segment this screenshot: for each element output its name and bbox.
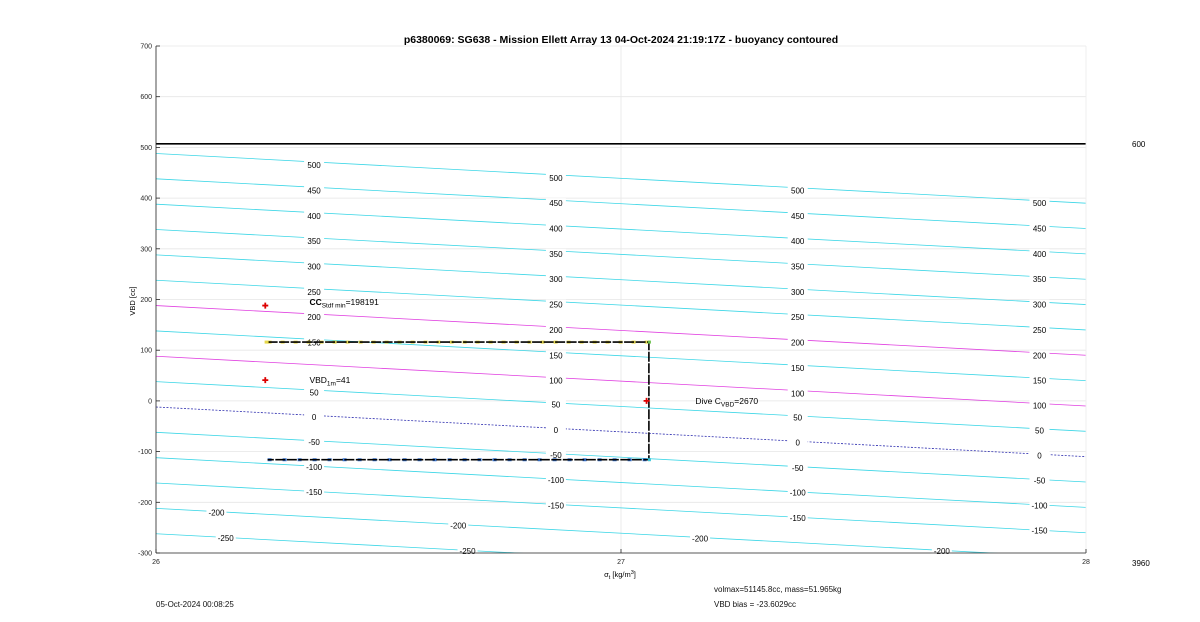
contour-label: -200: [450, 521, 467, 531]
contour-label: -50: [308, 437, 320, 447]
contour-label: -100: [306, 462, 323, 472]
contour-label: 450: [791, 211, 805, 221]
contour-label: 300: [307, 262, 321, 272]
contour-label: 400: [1032, 249, 1047, 259]
contour-label: -150: [1031, 526, 1048, 536]
contour-label: 50: [1035, 426, 1044, 436]
contour-label: 0: [1037, 451, 1042, 461]
contour-label: 500: [549, 173, 563, 183]
contour-label: 400: [307, 211, 321, 221]
right-axis-label: 600: [1132, 139, 1146, 149]
annotation-sub: VBD: [720, 401, 735, 409]
contour-label: 150: [307, 338, 321, 348]
contour-label: -100: [789, 488, 806, 498]
contour-label: 250: [549, 300, 563, 310]
contour-label: 150: [791, 363, 805, 373]
annotation-cc: [309, 297, 379, 310]
grid: [156, 46, 1086, 553]
contour-label: 100: [549, 376, 563, 386]
contour-label: 200: [307, 313, 321, 323]
annotation-main: VBD: [309, 375, 327, 386]
x-axis-label: $\sigma_t$ $[kg/m^3]$: [604, 570, 636, 581]
footer-datetime: 05-Oct-2024 00:08:25: [156, 600, 234, 609]
contour-label: 50: [551, 400, 561, 410]
contour-label: 350: [549, 249, 563, 259]
annotation-main: CC: [309, 297, 322, 308]
contour-label: 200: [791, 338, 805, 348]
annotation-value: =2670: [734, 395, 759, 406]
contour-label: 100: [791, 389, 805, 399]
contour-label: -150: [789, 514, 806, 524]
y-tick-label: -200: [137, 499, 152, 507]
contour-label: 350: [1032, 275, 1047, 285]
y-tick-label: 700: [140, 43, 152, 51]
trace-corner-bottom: [648, 458, 651, 461]
contour-label: 350: [791, 262, 805, 272]
footer-volmax: volmax=51145.8cc, mass=51.965kg: [714, 585, 842, 594]
footer-vbd-bias: VBD bias = -23.6029cc: [714, 600, 797, 609]
contour-label: -50: [791, 463, 804, 473]
contour-label: -50: [1033, 476, 1046, 486]
chart-title: p6380069: SG638 - Mission Ellett Array 13 04-Oct-2024 21:19:17Z - buoyancy contoured: [403, 34, 839, 46]
contour-label: -250: [217, 533, 234, 543]
contour-label: 300: [791, 287, 805, 297]
contour-label: -200: [208, 508, 225, 518]
y-axis-label: VBD [cc]: [128, 286, 137, 316]
trace-corner-top: [648, 341, 651, 344]
contour-label: 250: [1032, 325, 1047, 335]
contour-label: 350: [307, 237, 321, 247]
contour-label: -200: [933, 546, 950, 556]
annotation-sub: 1m: [326, 380, 336, 388]
contour-label: 150: [1032, 376, 1047, 386]
contour-label: 200: [1032, 351, 1047, 361]
contour-label: 450: [549, 199, 563, 209]
y-tick-label: 300: [140, 246, 152, 254]
contour-label: 50: [793, 413, 803, 423]
y-tick-label: 200: [140, 297, 152, 304]
contour-label: 500: [307, 161, 321, 171]
contour-label: 200: [549, 325, 563, 335]
y-tick-label: 600: [140, 94, 152, 102]
y-tick-label: 400: [140, 195, 152, 203]
contour-label: 500: [1032, 199, 1047, 209]
contour-label: -250: [459, 546, 476, 556]
contour-label: 300: [1032, 300, 1047, 310]
contour-label: 450: [1032, 224, 1047, 234]
contour-label: -100: [1031, 501, 1048, 511]
contour-label: 150: [549, 351, 563, 361]
marker-plus: [262, 303, 268, 309]
contour-label: 0: [553, 425, 559, 435]
marker-plus: [262, 377, 268, 383]
annotation-vbd: [309, 375, 350, 388]
contour-label: 450: [307, 186, 321, 196]
y-tick-label: 500: [140, 144, 152, 152]
contour-label: -150: [547, 501, 564, 511]
contour-label: 300: [549, 275, 563, 285]
contour-label: 0: [795, 438, 800, 448]
contour-label: -100: [547, 475, 564, 485]
trace-start-top: [265, 341, 269, 344]
x-tick-label: 26: [152, 559, 160, 566]
y-tick-label: 0: [148, 398, 152, 406]
contour-label: 400: [791, 237, 805, 247]
annotation-value: =41: [335, 375, 351, 386]
annotations: [309, 297, 758, 408]
annotation-dive: [695, 396, 758, 409]
contour-label: 250: [791, 313, 805, 323]
contour-label: 500: [791, 186, 805, 196]
x-tick-label: 27: [617, 559, 625, 566]
y-tick-label: -100: [137, 449, 152, 457]
x-tick-label: 28: [1082, 559, 1090, 566]
annotation-value: =198191: [345, 297, 379, 308]
contour-label: 100: [1032, 401, 1047, 411]
y-tick-label: -300: [137, 550, 152, 558]
y-tick-label: 100: [140, 347, 152, 355]
axes: [138, 44, 1150, 569]
contour-label: 400: [549, 224, 563, 234]
contour-label: 250: [307, 287, 321, 297]
contour-label: 0: [311, 413, 317, 423]
right-axis-label: 3960: [1132, 559, 1150, 569]
contour-label: -200: [692, 534, 709, 544]
contour-label: -150: [306, 488, 323, 498]
contour-label: 50: [309, 388, 319, 398]
annotation-sub: Stdf min: [321, 302, 346, 310]
annotation-main: Dive C: [695, 395, 721, 406]
contour-label: -50: [550, 451, 562, 461]
